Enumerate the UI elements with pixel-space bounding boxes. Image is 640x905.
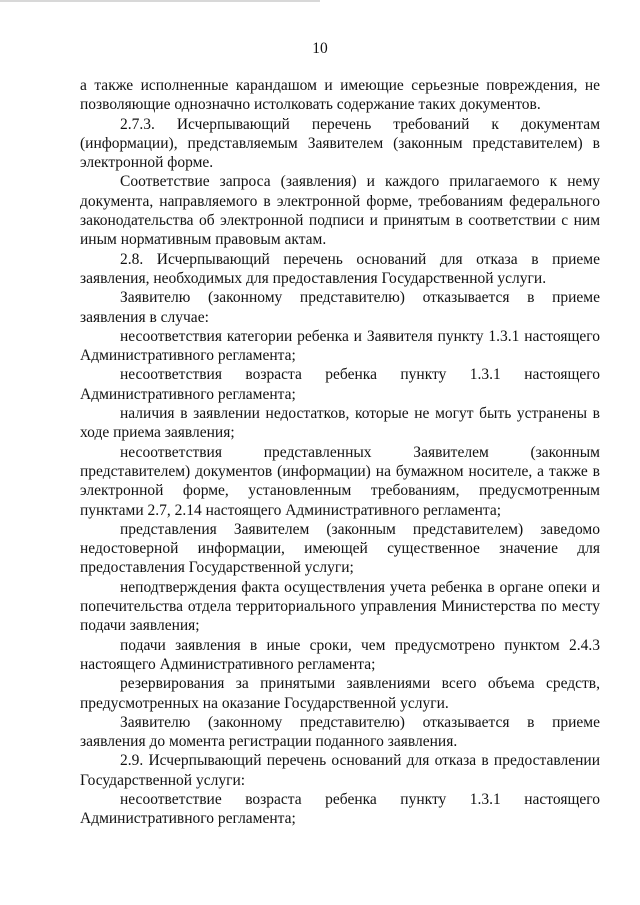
paragraph-8: наличия в заявлении недостатков, которые не могут быть устранены в ходе приема заявления; (80, 405, 600, 442)
paragraph-15: 2.9. Исчерпывающий перечень оснований для отказа в предоставлении Государственной услуги: (80, 752, 600, 789)
paragraph-16: несоответствие возраста ребенка пункту 1.3.1 настоящего Административного регламента; (80, 790, 600, 828)
top-edge-rule (0, 0, 640, 2)
paragraph-1: а также исполненные карандашом и имеющие серьезные повреждения, не позволяющие однозначно истолковать содержание таких документов. (80, 77, 600, 114)
paragraph-4: 2.8. Исчерпывающий перечень оснований для отказа в приеме заявления, необходимых для предоставления Государственной услуги. (80, 250, 600, 287)
paragraph-6: несоответствия категории ребенка и Заявителя пункту 1.3.1 настоящего Административного регламента; (80, 327, 600, 365)
paragraph-5: Заявителю (законному представителю) отказывается в приеме заявления в случае: (80, 289, 600, 326)
paragraph-3: Соответствие запроса (заявления) и каждого прилагаемого к нему документа, направляемого в электронной форме, требованиям федерального законодательства об электронной подписи и принятым в соответствии с ним иным нормативным правовым актам. (80, 173, 600, 249)
paragraph-13: резервирования за принятыми заявлениями всего объема средств, предусмотренных на оказание Государственной услуги. (80, 675, 600, 712)
document-body (80, 76, 600, 829)
page-number: 10 (312, 40, 328, 57)
paragraph-12: подачи заявления в иные сроки, чем предусмотрено пунктом 2.4.3 настоящего Административного регламента; (80, 636, 600, 673)
paragraph-7: несоответствия возраста ребенка пункту 1.3.1 настоящего Административного регламента; (80, 366, 600, 403)
paragraph-11: неподтверждения факта осуществления учета ребенка в органе опеки и попечительства отдела территориального управления Министерства по месту подачи заявления; (80, 578, 600, 635)
paragraph-2: 2.7.3. Исчерпывающий перечень требований к документам (информации), представляемым Заявителем (законным представителем) в электронной форме. (80, 115, 600, 172)
paragraph-14: Заявителю (законному представителю) отказывается в приеме заявления до момента регистрации поданного заявления. (80, 713, 600, 751)
paragraph-9: несоответствия представленных Заявителем (законным представителем) документов (информации) на бумажном носителе, а также в электронной форме, установленным требованиям, предусмотренным пунктами 2.7, 2.14 настоящего Административного регламента; (80, 443, 600, 519)
paragraph-10: представления Заявителем (законным представителем) заведомо недостоверной информации, имеющей существенное значение для предоставления Государственной услуги; (80, 520, 600, 577)
